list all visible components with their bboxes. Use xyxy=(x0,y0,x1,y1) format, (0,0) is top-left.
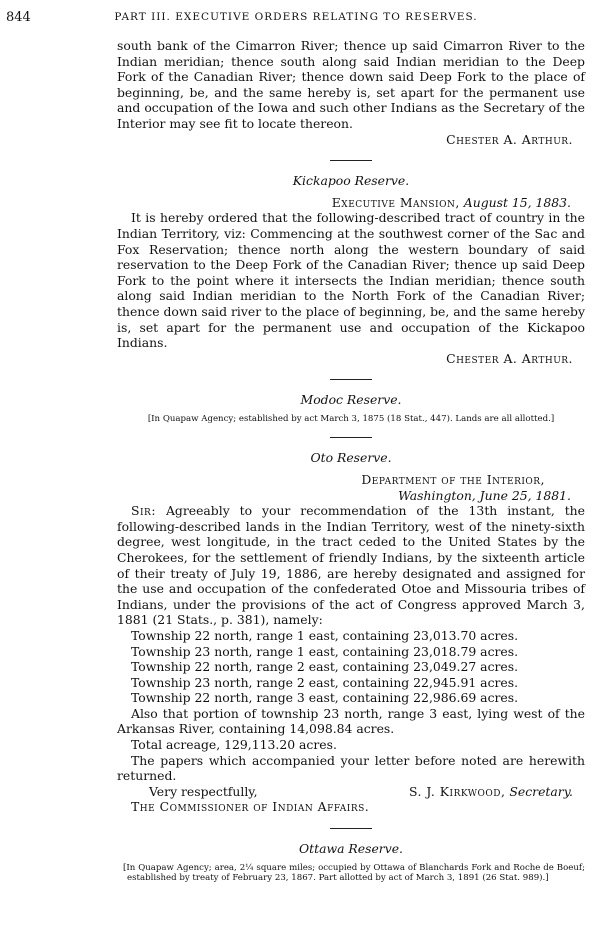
oto-addressee: The Commissioner of Indian Affairs. xyxy=(131,799,370,815)
section-divider xyxy=(330,379,372,380)
page-number: 844 xyxy=(6,10,31,25)
kickapoo-dateline xyxy=(117,195,571,211)
iowa-signature: Chester A. Arthur. xyxy=(446,131,573,147)
page-header xyxy=(6,10,586,26)
running-head: PART III. EXECUTIVE ORDERS RELATING TO RESERVES. xyxy=(114,11,478,23)
township-item: Township 22 north, range 2 east, containing 23,049.27 acres. xyxy=(131,659,519,675)
oto-closing-line xyxy=(117,784,585,800)
oto-heading: Oto Reserve. xyxy=(310,450,392,466)
oto-date xyxy=(117,488,571,504)
text-column xyxy=(117,38,585,884)
oto-signer: S. J. Kirkwood, xyxy=(408,783,506,799)
township-item: Township 22 north, range 3 east, containing 22,986.69 acres. xyxy=(131,690,519,706)
section-divider xyxy=(330,828,372,829)
ottawa-heading: Ottawa Reserve. xyxy=(299,841,403,857)
modoc-note: [In Quapaw Agency; established by act March 3, 1875 (18 Stat., 447). Lands are all allotted.] xyxy=(147,413,555,424)
township-item: Township 22 north, range 1 east, containing 23,013.70 acres. xyxy=(131,627,519,643)
ottawa-note: [In Quapaw Agency; area, 2¼ square miles; occupied by Ottawa of Blanchards Fork and Roche de Boeuf; established by treaty of February 23, 1867. Part allotted by act of March 3, 1891 (26 Stat. 989).] xyxy=(123,862,585,884)
township-item: Township 23 north, range 1 east, containing 23,018.79 acres. xyxy=(131,643,519,659)
oto-signer-block xyxy=(409,784,573,800)
oto-letter-text xyxy=(117,503,585,628)
kickapoo-signature: Chester A. Arthur. xyxy=(446,350,573,366)
section-divider xyxy=(330,160,372,161)
kickapoo-dateline-place: Executive Mansion, xyxy=(331,194,460,210)
oto-total: Total acreage, 129,113.20 acres. xyxy=(131,737,337,753)
iowa-order-text: south bank of the Cimarron River; thence up said Cimarron River to the Indian meridian; thence south along said Indian meridian to the Deep Fork of the Canadian River; thence down said Deep Fork to the place of beginning, be, and the same hereby is, set apart for the permanent use and occupation of the Iowa and such other Indians as the Secretary of the Interior may see fit to locate thereon. xyxy=(117,38,585,131)
oto-papers: The papers which accompanied your letter before noted are herewith returned. xyxy=(117,752,585,784)
township-list xyxy=(117,628,585,706)
section-divider xyxy=(330,437,372,438)
oto-closing: Very respectfully, xyxy=(149,783,258,799)
oto-salutation: Sir: xyxy=(131,503,156,519)
kickapoo-heading: Kickapoo Reserve. xyxy=(292,173,410,189)
oto-signer-title: Secretary. xyxy=(509,783,573,799)
kickapoo-dateline-date: August 15, 1883. xyxy=(463,194,571,210)
oto-date-text: Washington, June 25, 1881. xyxy=(398,487,571,503)
oto-letter-body: Agreeably to your recommendation of the 13th instant, the following-described lands in the Indian Territory, west of the ninety-sixth degree, west longitude, in the tract ceded to the United States by the Cherokees, for the settlement of friendly Indians, by the sixteenth article of their treaty of July 19, 1886, are hereby designated and assigned for the use and occupation of the confederated Otoe and Missouria tribes of Indians, under the provisions of the act of Congress approved March 3, 1881 (21 Stats., p. 381), namely: xyxy=(117,503,585,628)
kickapoo-order-text: It is hereby ordered that the following-described tract of country in the Indian Territory, viz: Commencing at the southwest corner of the Sac and Fox Reservation; thence north along the western boundary of said reservation to the Deep Fork of the Canadian River; thence up said Deep Fork to the point where it intersects the Indian meridian; thence south along said Indian meridian to the North Fork of the Canadian River; thence down said river to the place of beginning, be, and the same hereby is, set apart for the permanent use and occupation of the Kickapoo Indians. xyxy=(117,210,585,351)
modoc-heading: Modoc Reserve. xyxy=(300,392,402,408)
oto-department: Department of the Interior, xyxy=(361,471,545,487)
oto-also: Also that portion of township 23 north, range 3 east, lying west of the Arkansas River, containing 14,098.84 acres. xyxy=(117,705,585,737)
township-item: Township 23 north, range 2 east, containing 22,945.91 acres. xyxy=(131,674,519,690)
